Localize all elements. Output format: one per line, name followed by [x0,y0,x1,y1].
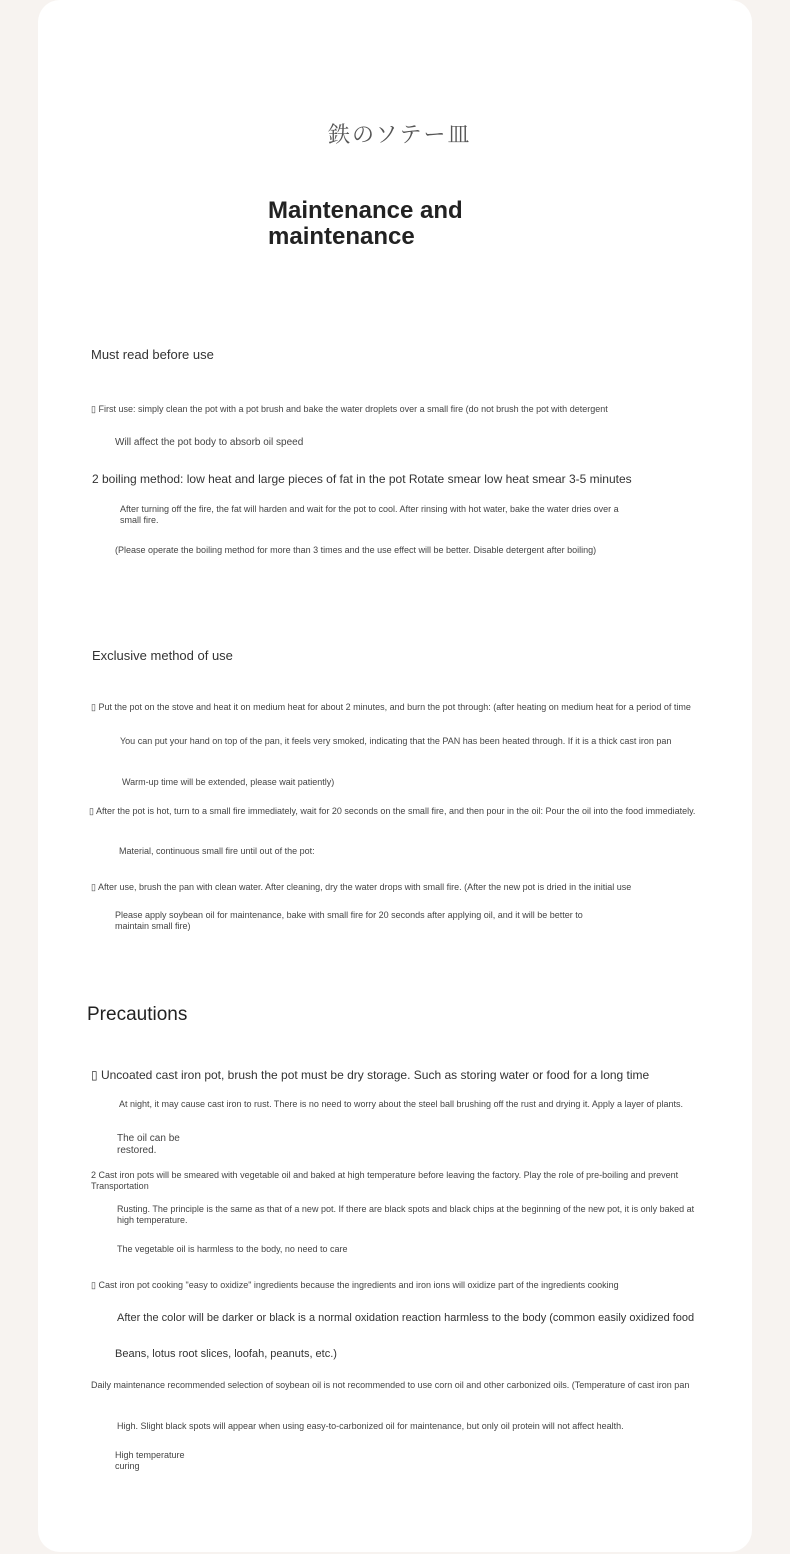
section-heading-precautions: Precautions [87,1004,188,1025]
precautions-paragraph: Rusting. The principle is the same as that of a new pot. If there are black spots and black chips at the beginning of the new pot, it is only baked at high temperature. [117,1204,695,1225]
brand-logo: 鉄のソテー皿 [328,123,472,148]
precautions-paragraph: ▯ Cast iron pot cooking "easy to oxidize" ingredients because the ingredients and iron ions will oxidize part of the ingredients cooking [91,1280,619,1290]
precautions-paragraph: High temperature curing [115,1450,185,1471]
precautions-paragraph: At night, it may cause cast iron to rust. There is no need to worry about the steel ball brushing off the rust and drying it. Apply a layer of plants. [119,1099,683,1109]
precautions-paragraph: Beans, lotus root slices, loofah, peanuts, etc.) [115,1348,337,1360]
precautions-paragraph: The oil can be restored. [117,1133,180,1156]
precautions-paragraph: Daily maintenance recommended selection of soybean oil is not recommended to use corn oil and other carbonized oils. (Temperature of cast iron pan [91,1380,690,1390]
precautions-paragraph: 2 Cast iron pots will be smeared with vegetable oil and baked at high temperature before leaving the factory. Play the role of pre-boiling and prevent Transportation [91,1170,679,1191]
method-paragraph: You can put your hand on top of the pan, it feels very smoked, indicating that the PAN has been heated through. If it is a thick cast iron pan [120,736,672,746]
method-paragraph: Please apply soybean oil for maintenance, bake with small fire for 20 seconds after applying oil, and it will be better to maintain small fire) [115,910,583,931]
method-paragraph: ▯ Put the pot on the stove and heat it on medium heat for about 2 minutes, and burn the pot through: (after heating on medium heat for a period of time [91,702,691,712]
page-title: Maintenance and maintenance [268,197,463,251]
method-paragraph: Material, continuous small fire until out of the pot: [119,846,315,856]
before-use-paragraph: 2 boiling method: low heat and large pieces of fat in the pot Rotate smear low heat smear 3-5 minutes [92,472,632,486]
method-paragraph: ▯ After the pot is hot, turn to a small fire immediately, wait for 20 seconds on the small fire, and then pour in the oil: Pour the oil into the food immediately. [89,806,696,816]
section-heading-before-use: Must read before use [91,347,214,362]
precautions-paragraph: After the color will be darker or black is a normal oxidation reaction harmless to the body (common easily oxidized food [117,1312,695,1324]
precautions-paragraph: High. Slight black spots will appear when using easy-to-carbonized oil for maintenance, but only oil protein will not affect health. [117,1421,624,1431]
method-paragraph: ▯ After use, brush the pan with clean water. After cleaning, dry the water drops with small fire. (After the new pot is dried in the initial use [91,882,632,892]
before-use-paragraph: After turning off the fire, the fat will harden and wait for the pot to cool. After rinsing with hot water, bake the water dries over a small fire. [120,504,619,525]
before-use-paragraph: Will affect the pot body to absorb oil speed [115,437,304,448]
before-use-paragraph: ▯ First use: simply clean the pot with a pot brush and bake the water droplets over a small fire (do not brush the pot with detergent [91,404,608,414]
method-paragraph: Warm-up time will be extended, please wait patiently) [122,777,335,787]
section-heading-method: Exclusive method of use [92,648,233,663]
precautions-paragraph: ▯ Uncoated cast iron pot, brush the pot must be dry storage. Such as storing water or food for a long time [91,1068,650,1082]
before-use-paragraph: (Please operate the boiling method for more than 3 times and the use effect will be better. Disable detergent after boiling) [115,545,597,555]
precautions-paragraph: The vegetable oil is harmless to the body, no need to care [117,1244,348,1254]
